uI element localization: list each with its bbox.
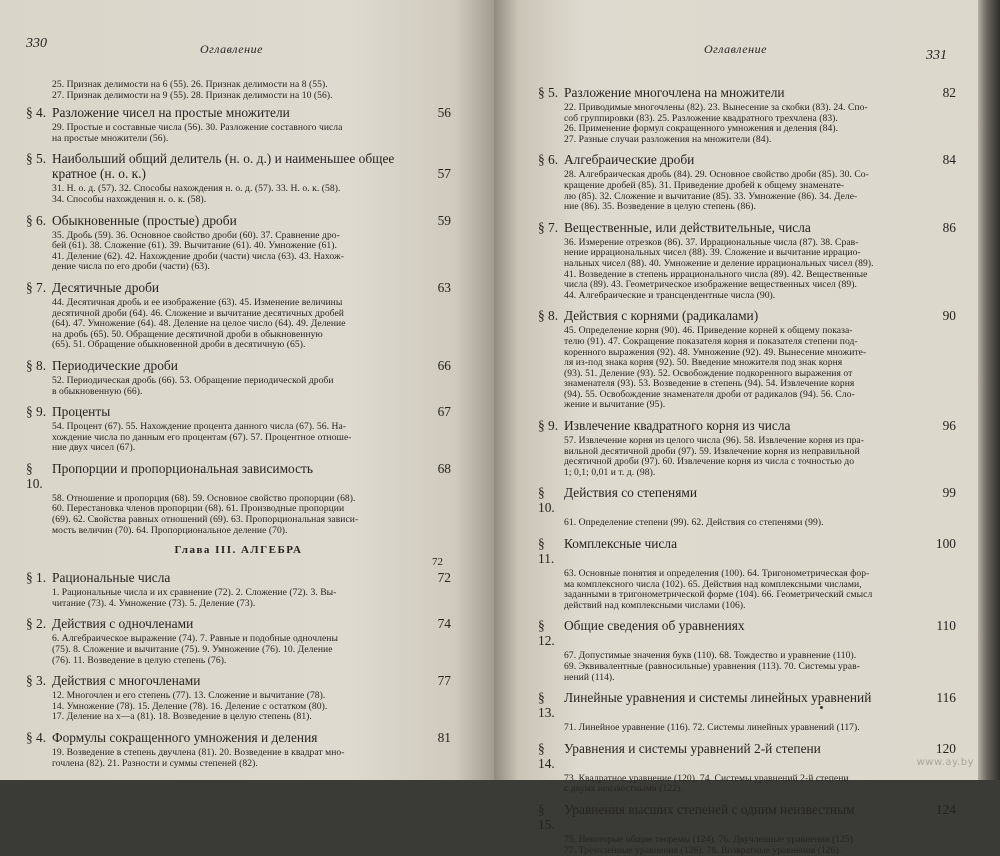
section-page: 86 [942,219,956,235]
section-title: Уравнения и системы уравнений 2-й степени [564,740,821,756]
toc-sub-line: 28. Алгебраическая дробь (84). 29. Основное свойство дроби (85). 30. Со- [564,169,869,181]
toc-sub-line: хождение числа по данным его процентам (67). 57. Процентное отноше- [52,431,352,443]
section-number: § 10. [26,460,43,491]
section-page: 68 [437,460,451,476]
toc-sub-line: (94). 55. Освобождение знаменателя дроби от радикалов (94). 56. Сло- [564,388,855,400]
section-title: Общие сведения об уравнениях [564,618,745,634]
toc-section [538,690,956,734]
toc-section [538,418,956,478]
toc-section-title [538,690,956,720]
toc-section-title [26,404,451,419]
toc-section-title [538,308,956,323]
section-title: Проценты [52,404,111,420]
toc-sub-line: гочлена (82). 21. Разности и суммы степеней (82). [52,757,258,769]
section-page: 72 [437,570,451,586]
section-number: § 6. [26,212,47,228]
toc-section-title [26,461,451,491]
section-title: Разложение чисел на простые множители [52,105,290,121]
page-edge-shadow [978,0,1000,780]
section-number: § 9. [26,404,47,420]
toc-sub-line: десятичной дроби (97). 60. Извлечение корня из числа с точностью до [564,456,855,468]
toc-subitems [26,298,451,351]
toc-section-title [538,536,956,566]
section-number: § 11. [538,536,555,567]
toc-sub-line: ма комплексного числа (102). 65. Действия над комплексными числами, [564,578,862,590]
section-page: 77 [437,673,451,689]
toc-sub-line: на простые множители (56). [52,132,169,144]
section-page: 57 [437,166,451,182]
toc-sub-line: 58. Отношение и пропорция (68). 59. Основное свойство пропорции (68). [52,492,356,504]
chapter-page: 72 [432,556,443,569]
toc-section [538,802,956,856]
toc-sub-line: (69). 62. Свойства равных отношений (69). 63. Пропорциональная зависи- [52,514,359,526]
section-number: § 13. [538,690,555,721]
section-number: § 7. [538,219,559,235]
toc-sub-line: 45. Определение корня (90). 46. Приведение корней к общему показа- [564,325,853,337]
section-number: § 6. [538,152,559,168]
left-sections-b [26,570,451,769]
toc-subitems [26,184,451,205]
toc-section-title [26,616,451,631]
toc-section [26,404,451,454]
section-page: 66 [437,357,451,373]
toc-sub-line: в обыкновенную (66). [52,385,143,397]
toc-section [538,220,956,302]
toc-sub-line: 36. Измерение отрезков (86). 37. Иррациональные числа (87). 38. Срав- [564,236,859,248]
toc-sub-line: 54. Процент (67). 55. Нахождение процента данного числа (67). 56. На- [52,421,347,433]
toc-subitems [538,238,956,302]
toc-section [26,213,451,273]
section-number: § 5. [26,151,47,167]
toc-section [538,618,956,683]
left-running-head: Оглавление [200,42,263,56]
section-number: § 4. [26,105,47,121]
toc-sub-line: 63. Основные понятия и определения (100). 64. Тригонометрическая фор- [564,568,870,580]
toc-section-title [26,673,451,688]
toc-sub-line: 22. Приводимые многочлены (82). 23. Вынесение за скобки (83). 24. Спо- [564,102,868,113]
section-page: 74 [437,616,451,632]
toc-sub-line: 12. Многочлен и его степень (77). 13. Сложение и вычитание (78). [52,690,326,702]
section-title: Вещественные, или действительные, числа [564,219,811,235]
toc-sub-line: жение и вычитание (95). [564,399,666,411]
toc-sub-line: 26. Применение формул сокращенного умножения и деления (84). [564,123,839,135]
section-number: § 4. [26,730,47,745]
toc-section-title [538,485,956,515]
toc-sub-line: телю (91). 47. Сокращение показателя корня и показателя степени под- [564,335,858,347]
toc-subitems [26,634,451,666]
section-page: 116 [936,690,956,706]
toc-sub-line: 29. Простые и составные числа (56). 30. Разложение составного числа [52,122,343,134]
toc-sub-line: 41. Возведение в степень иррационального числа (89). 42. Вещественные [564,268,868,280]
toc-section-title [26,151,451,181]
toc-section [26,730,451,769]
toc-section [26,280,451,351]
toc-sub-line: ние (86). 35. Возведение в целую степень (86). [564,201,756,213]
right-running-head: Оглавление [704,42,767,56]
continuation-lines [26,80,451,101]
toc-subitems [26,123,451,144]
section-page: 120 [935,740,956,756]
toc-section-title [26,358,451,373]
section-number: § 1. [26,570,47,586]
toc-subitems [26,588,451,609]
toc-sub-line: 35. Дробь (59). 36. Основное свойство дроби (60). 37. Сравнение дро- [52,229,340,241]
toc-subitems [26,231,451,273]
toc-sub-line: 61. Определение степени (99). 62. Действия со степенями (99). [564,517,824,529]
toc-sub-line: 52. Периодическая дробь (66). 53. Обращение периодической дроби [52,374,334,386]
section-number: § 8. [26,357,47,373]
toc-section [26,570,451,609]
toc-subitems [538,835,956,856]
toc-sub-line: кращение дробей (85). 31. Приведение дробей к общему знаменате- [564,179,845,191]
toc-sub-line: 17. Деление на x—a (81). 18. Возведение в целую степень (81). [52,711,312,723]
toc-sub-line: (75). 8. Сложение и вычитание (75). 9. Умножение (76). 10. Деление [52,644,333,656]
section-number: § 12. [538,618,555,649]
toc-section [538,536,956,611]
section-page: 100 [935,536,956,552]
left-toc [26,80,451,769]
toc-subitems [538,436,956,478]
toc-section-title [538,85,956,100]
toc-section-title [538,418,956,433]
toc-section [26,105,451,144]
toc-subitems [26,494,451,536]
section-title: Разложение многочлена на множители [564,85,785,100]
toc-subitems [26,748,451,769]
toc-section-title [26,570,451,585]
section-number: § 5. [538,85,559,100]
section-page: 110 [936,618,956,634]
toc-sub-line: на дробь (65). 50. Обращение десятичной дроби в обыкновенную [52,328,323,340]
toc-section [538,741,956,795]
toc-sub-line: 27. Признак делимости на 9 (55). 28. Признак делимости на 10 (56). [52,89,333,101]
toc-sub-line: соб группировки (83). 25. Разложение квадратного трехчлена (83). [564,112,838,124]
left-page [0,0,496,780]
toc-sub-line: дение числа по его дроби (части) (63). [52,261,210,273]
section-title: Алгебраические дроби [564,152,695,168]
toc-subitems [538,651,956,683]
section-title: Наибольший общий делитель (н. о. д.) и наименьшее общее кратное (н. о. к.) [52,151,395,182]
watermark: www.ay.by [916,757,974,768]
toc-sub-line: 6. Алгебраическое выражение (74). 7. Равные и подобные одночлены [52,633,338,645]
section-page: 99 [942,485,956,501]
right-page-number: 331 [926,48,947,63]
section-page: 67 [437,404,451,420]
toc-sub-line: 44. Алгебраические и трансцендентные числа (90). [564,289,776,301]
section-title: Действия со степенями [564,485,697,501]
toc-sub-line: 1; 0,1; 0,01 и т. д. (98). [564,466,656,478]
toc-subitems [26,376,451,397]
toc-section [26,358,451,397]
toc-sub-line: нений (114). [564,671,615,683]
section-page: 84 [942,152,956,168]
toc-sub-line: числа (89). 43. Геометрическое изображение вещественных чисел (89). [564,279,857,291]
toc-sub-line: 75. Некоторые общие теоремы (124). 76. Двучленные уравнения (125). [564,833,856,845]
right-toc [538,85,956,856]
toc-section-title [26,105,451,120]
toc-sub-line: 57. Извлечение корня из целого числа (96). 58. Извлечение корня из пра- [564,435,864,447]
section-title: Извлечение квадратного корня из числа [564,418,791,434]
chapter-title: Глава III. АЛГЕБРА [174,544,303,557]
section-title: Формулы сокращенного умножения и деления [52,730,318,745]
section-title: Рациональные числа [52,570,171,586]
left-sections-a [26,105,451,536]
section-title: Действия с корнями (радикалами) [564,308,759,324]
toc-section [26,151,451,205]
toc-sub-line: 19. Возведение в степень двучлена (81). 20. Возведение в квадрат мно- [52,747,345,758]
section-number: § 14. [538,740,555,771]
section-title: Обыкновенные (простые) дроби [52,212,237,228]
toc-sub-line: 77. Трехчленные уравнения (126). 78. Возвратные уравнения (126). [564,844,842,856]
toc-section-title [538,152,956,167]
section-page: 90 [942,308,956,324]
toc-sub-line: коренного выражения (92). 48. Умножение (92). 49. Вынесение множите- [564,346,867,358]
section-page: 96 [942,418,956,434]
toc-sub-line: 71. Линейное уравнение (116). 72. Системы линейных уравнений (117). [564,722,860,734]
section-page: 63 [437,279,451,295]
toc-sub-line: с двумя неизвестными (122). [564,783,683,795]
toc-sub-line: вильной десятичной дроби (97). 59. Извлечение корня из неправильной [564,445,860,457]
section-number: § 15. [538,801,555,832]
toc-sub-line: лю (85). 32. Сложение и вычитание (85). 33. Умножение (86). 34. Деле- [564,190,858,202]
toc-subitems [538,103,956,145]
toc-subitems [538,569,956,611]
toc-sub-line: (76). 11. Возведение в целую степень (76). [52,654,227,666]
toc-sub-line: (64). 47. Умножение (64). 48. Деление на целое число (64). 49. Деление [52,318,346,330]
toc-sub-line: заданными в тригонометрической форме (104). 66. Геометрический смысл [564,589,873,601]
section-number: § 2. [26,616,47,632]
toc-sub-line: 69. Эквивалентные (равносильные) уравнения (113). 70. Системы урав- [564,661,860,672]
toc-sub-line: десятичной дроби (64). 46. Сложение и вычитание десятичных дробей [52,307,344,319]
toc-subitems [538,774,956,795]
toc-sub-line: 73. Квадратное уравнение (120). 74. Системы уравнений 2-й степени [564,772,849,784]
toc-sub-line: 25. Признак делимости на 6 (55). 26. Признак делимости на 8 (55). [52,79,328,90]
toc-sub-line: 67. Допустимые значения букв (110). 68. Тождество и уравнение (110). [564,650,857,662]
left-page-number: 330 [26,36,47,51]
toc-section-title [538,802,956,832]
section-title: Периодические дроби [52,357,178,373]
section-title: Уравнения высших степеней с одним неизвестным [564,801,855,817]
toc-sub-line: ля из-под знака корня (92). 50. Введение множителя под знак корня [564,357,843,369]
toc-section-title [26,280,451,295]
toc-section [538,152,956,212]
end-dot [820,706,823,709]
toc-sub-line: 41. Деление (62). 42. Нахождение дроби (части) числа (63). 43. Нахож- [52,250,344,262]
toc-section-title [26,213,451,228]
toc-sub-line: (93). 51. Деление (93). 52. Освобождение подкоренного выражения от [564,367,853,379]
section-title: Действия с одночленами [52,616,194,632]
toc-subitems [538,518,956,529]
section-page: 56 [437,105,451,121]
toc-section [26,673,451,723]
toc-section [538,85,956,145]
section-title: Действия с многочленами [52,673,201,689]
toc-subitems [26,691,451,723]
toc-subitems [538,723,956,734]
toc-sub-line: действий над комплексными числами (106). [564,599,746,611]
toc-sub-line: бей (61). 38. Сложение (61). 39. Вычитание (61). 40. Умножение (61). [52,240,337,252]
toc-section [26,461,451,536]
section-page: 81 [437,730,451,745]
section-title: Комплексные числа [564,536,678,552]
section-page: 124 [935,801,956,817]
section-page: 82 [942,85,956,100]
toc-sub-line: мость величин (70). 64. Пропорциональное деление (70). [52,524,288,536]
section-page: 59 [437,212,451,228]
chapter-heading [26,544,451,568]
toc-sub-line: 60. Перестановка членов пропорции (68). 61. Производные пропорции [52,503,345,515]
section-number: § 3. [26,673,47,689]
section-number: § 8. [538,308,559,324]
toc-subitems [538,326,956,411]
toc-sub-line: читание (73). 4. Умножение (73). 5. Деление (73). [52,597,256,609]
toc-sub-line: 44. Десятичная дробь и ее изображение (63). 45. Изменение величины [52,296,343,308]
section-number: § 10. [538,485,555,516]
toc-section [538,485,956,529]
toc-sub-line: ние двух чисел (67). [52,442,136,454]
toc-sub-line: нальных чисел (88). 40. Умножение и деление иррациональных чисел (89). [564,257,874,269]
section-number: § 7. [26,279,47,295]
toc-sub-line: (65). 51. Обращение обыкновенной дроби в десятичную (65). [52,339,306,351]
toc-section [26,616,451,666]
toc-sub-line: нение иррациональных чисел (88). 39. Сложение и вычитание иррацио- [564,247,861,259]
section-title: Пропорции и пропорциональная зависимость [52,460,313,476]
section-number: § 9. [538,418,559,434]
toc-subitems [26,422,451,454]
toc-sub-line: 1. Рациональные числа и их сравнение (72). 2. Сложение (72). 3. Вы- [52,587,337,599]
toc-sub-line: 34. Способы нахождения н. о. к. (58). [52,193,207,205]
toc-sub-line: 14. Умножение (78). 15. Деление (78). 16. Деление с остатком (80). [52,700,328,712]
toc-section-title [538,618,956,648]
toc-section-title [26,730,451,745]
toc-sub-line: 27. Разные случаи разложения на множители (84). [564,133,772,145]
toc-section-title [538,741,956,771]
toc-section [538,308,956,411]
section-title: Линейные уравнения и системы линейных уравнений [564,690,872,706]
toc-sub-line: 31. Н. о. д. (57). 32. Способы нахождения н. о. д. (57). 33. Н. о. к. (58). [52,183,341,195]
toc-subitems [538,170,956,212]
section-title: Десятичные дроби [52,279,160,295]
toc-section-title [538,220,956,235]
toc-sub-line: знаменателя (93). 53. Возведение в степень (94). 54. Извлечение корня [564,378,855,390]
